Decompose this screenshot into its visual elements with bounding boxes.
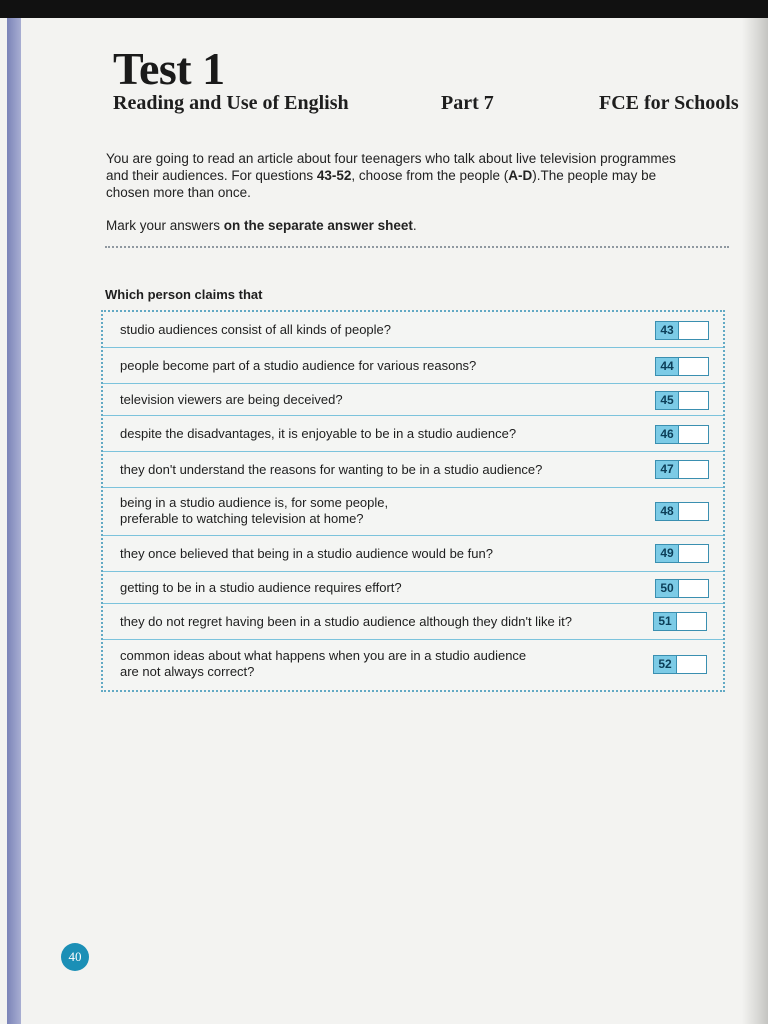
question-number: 45 [655,391,679,410]
question-number: 48 [655,502,679,521]
answer-box[interactable] [677,612,707,631]
answer-box[interactable] [679,579,709,598]
test-title: Test 1 [113,43,225,94]
question-text: studio audiences consist of all kinds of people? [120,322,392,337]
answer-box[interactable] [679,425,709,444]
answer-box[interactable] [679,391,709,410]
answer-field[interactable] [655,357,709,376]
question-number: 49 [655,544,679,563]
answer-box[interactable] [679,460,709,479]
instructions-text [106,150,731,201]
question-row [103,488,723,536]
question-row [103,452,723,488]
question-text: they once believed that being in a studio audience would be fun? [120,546,493,561]
question-text: despite the disadvantages, it is enjoyable to be in a studio audience? [120,426,517,441]
question-heading: Which person claims that [105,287,263,302]
mark-prefix: Mark your answers [106,218,224,233]
questions-box [101,310,725,692]
question-text: common ideas about what happens when you are in a studio audience are not always correct? [120,648,527,679]
answer-box[interactable] [679,321,709,340]
question-number: 50 [655,579,679,598]
series-label: FCE for Schools [599,92,739,114]
question-row [103,416,723,452]
question-text: people become part of a studio audience for various reasons? [120,358,477,373]
question-text: they do not regret having been in a studio audience although they didn't like it? [120,614,573,629]
answer-box[interactable] [679,502,709,521]
answer-field[interactable] [655,460,709,479]
mark-suffix: . [412,218,417,233]
answer-field[interactable] [655,579,709,598]
intro-line-2a: and their audiences. For questions [106,168,317,183]
question-row [103,536,723,572]
paper-title: Reading and Use of English [113,92,349,114]
answer-field[interactable] [655,391,709,410]
answer-field[interactable] [655,321,709,340]
mark-instruction [106,218,417,233]
people-letters: A-D [508,168,533,183]
question-row [103,640,723,690]
answer-field[interactable] [653,655,707,674]
scan-top-edge [0,0,768,18]
section-divider [105,246,729,248]
question-row [103,348,723,384]
book-spine-bar [7,18,21,1024]
intro-line-2b: , choose from the people ( [351,168,509,183]
question-row [103,604,723,640]
answer-field[interactable] [653,612,707,631]
question-number: 44 [655,357,679,376]
answer-field[interactable] [655,544,709,563]
question-number: 43 [655,321,679,340]
question-row [103,384,723,416]
question-text: being in a studio audience is, for some people, preferable to watching television at home? [120,495,389,526]
question-range: 43-52 [316,168,352,183]
question-number: 51 [653,612,677,631]
answer-box[interactable] [679,357,709,376]
question-text: they don't understand the reasons for wanting to be in a studio audience? [120,462,543,477]
question-text: television viewers are being deceived? [120,392,343,407]
question-number: 52 [653,655,677,674]
intro-line-3: chosen more than once. [106,185,251,200]
answer-field[interactable] [655,502,709,521]
book-page [21,18,742,1024]
intro-line-1: You are going to read an article about four teenagers who talk about live television programmes [106,151,676,166]
part-label: Part 7 [441,92,494,114]
page-curl-shadow [742,18,768,1024]
answer-box[interactable] [679,544,709,563]
question-text: getting to be in a studio audience requires effort? [120,580,402,595]
question-row [103,312,723,348]
question-row [103,572,723,604]
question-number: 46 [655,425,679,444]
answer-field[interactable] [655,425,709,444]
answer-box[interactable] [677,655,707,674]
question-number: 47 [655,460,679,479]
page-number-badge: 40 [61,943,89,971]
mark-bold: on the separate answer sheet [223,218,413,233]
intro-line-2c: ).The people may be [532,168,657,183]
